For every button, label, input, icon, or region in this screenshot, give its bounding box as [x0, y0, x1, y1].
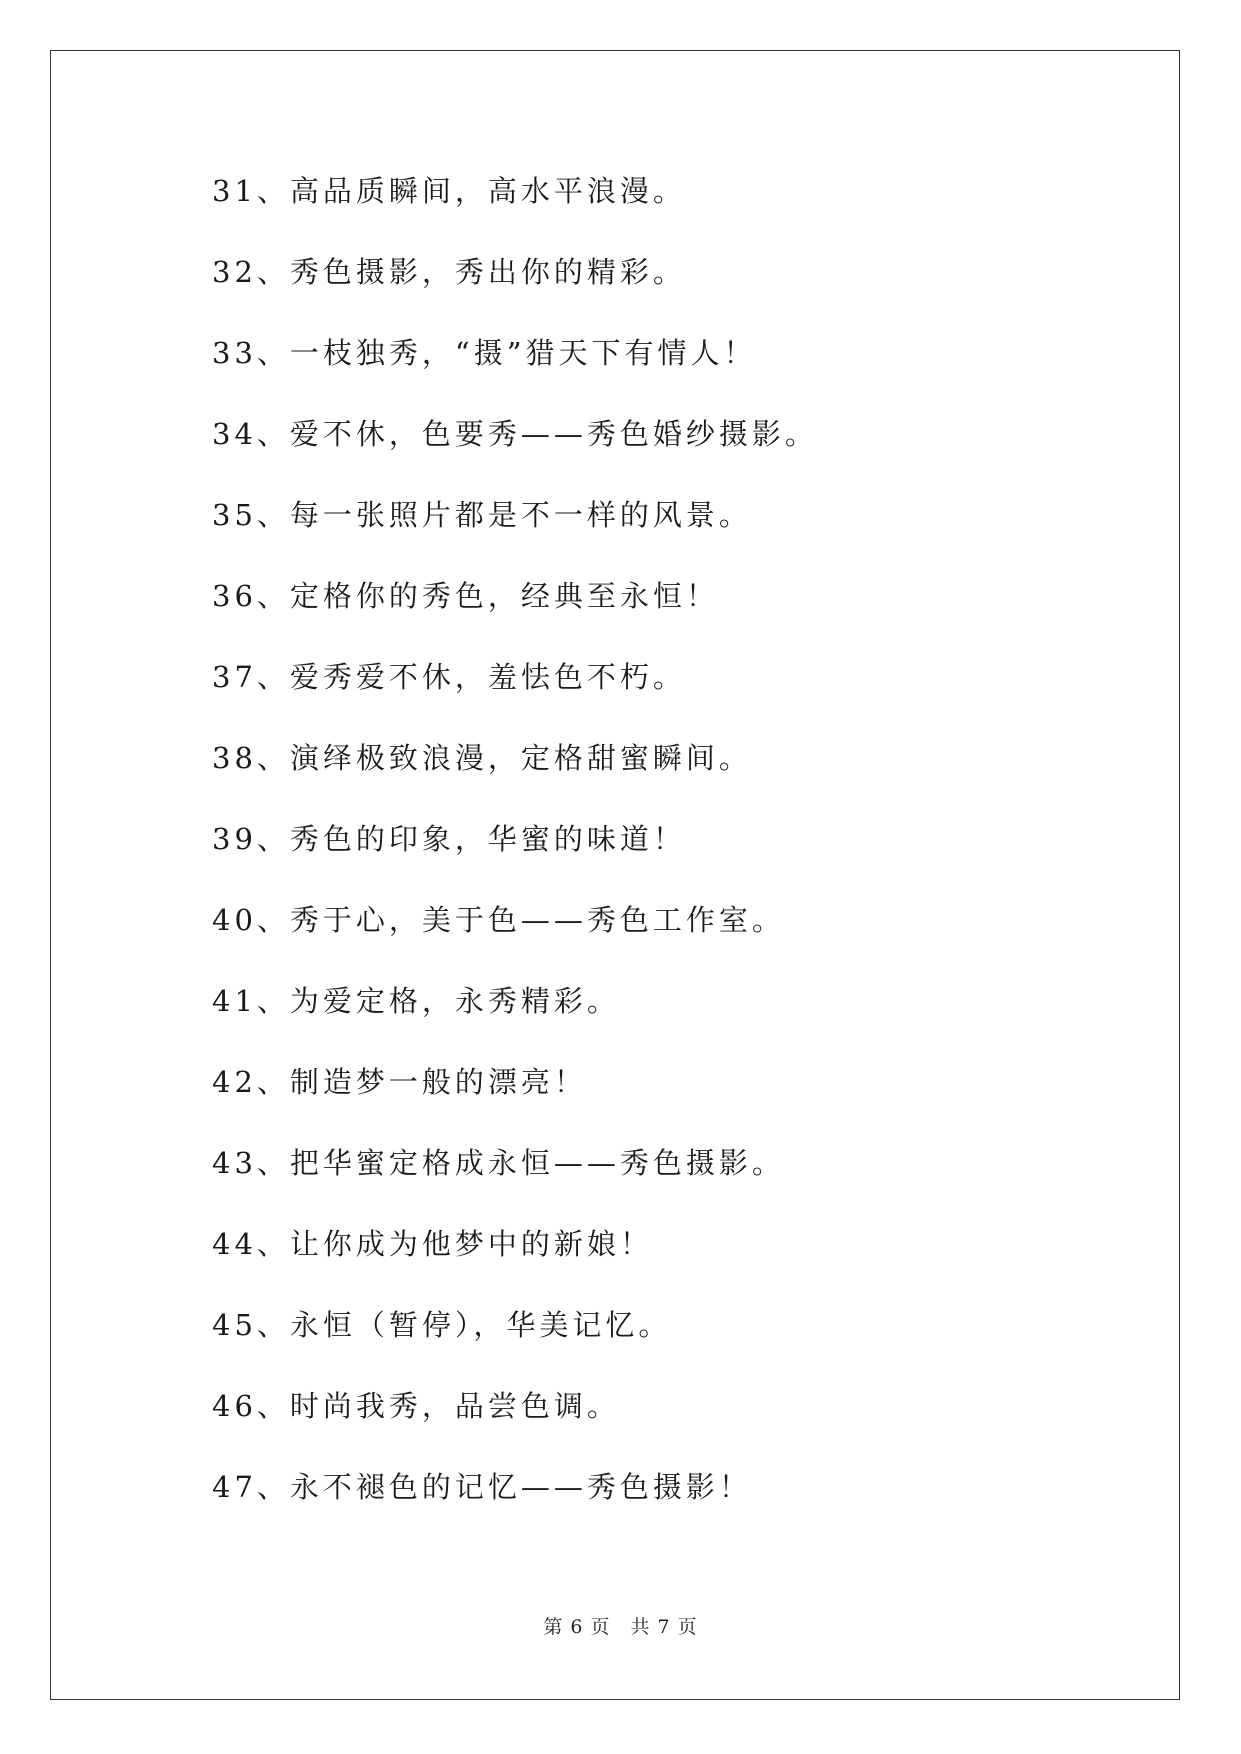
- list-item: 44、让你成为他梦中的新娘！: [212, 1227, 653, 1261]
- slogan-list: [212, 168, 818, 1545]
- list-item: 47、永不褪色的记忆——秀色摄影！: [212, 1470, 752, 1504]
- page-number: 第 6 页 共 7 页: [543, 1616, 698, 1638]
- list-item: 38、演绎极致浪漫，定格甜蜜瞬间。: [212, 741, 752, 775]
- list-item: 37、爱秀爱不休，羞怯色不朽。: [212, 660, 686, 694]
- list-item: 31、高品质瞬间，高水平浪漫。: [212, 174, 686, 208]
- list-item: 32、秀色摄影，秀出你的精彩。: [212, 255, 686, 289]
- list-item: 36、定格你的秀色，经典至永恒！: [212, 579, 719, 613]
- list-item: 39、秀色的印象，华蜜的味道！: [212, 822, 686, 856]
- list-item: 40、秀于心，美于色——秀色工作室。: [212, 903, 785, 937]
- list-item: 45、永恒（暂停），华美记忆。: [212, 1308, 672, 1342]
- list-item: 42、制造梦一般的漂亮！: [212, 1065, 587, 1099]
- list-item: 43、把华蜜定格成永恒——秀色摄影。: [212, 1146, 785, 1180]
- list-item: 34、爱不休，色要秀——秀色婚纱摄影。: [212, 417, 818, 451]
- list-item: 41、为爱定格，永秀精彩。: [212, 984, 620, 1018]
- list-item: 33、一枝独秀，“摄”猎天下有情人！: [212, 336, 757, 370]
- list-item: 46、时尚我秀，品尝色调。: [212, 1389, 620, 1423]
- list-item: 35、每一张照片都是不一样的风景。: [212, 498, 752, 532]
- page-footer: [0, 1612, 1241, 1639]
